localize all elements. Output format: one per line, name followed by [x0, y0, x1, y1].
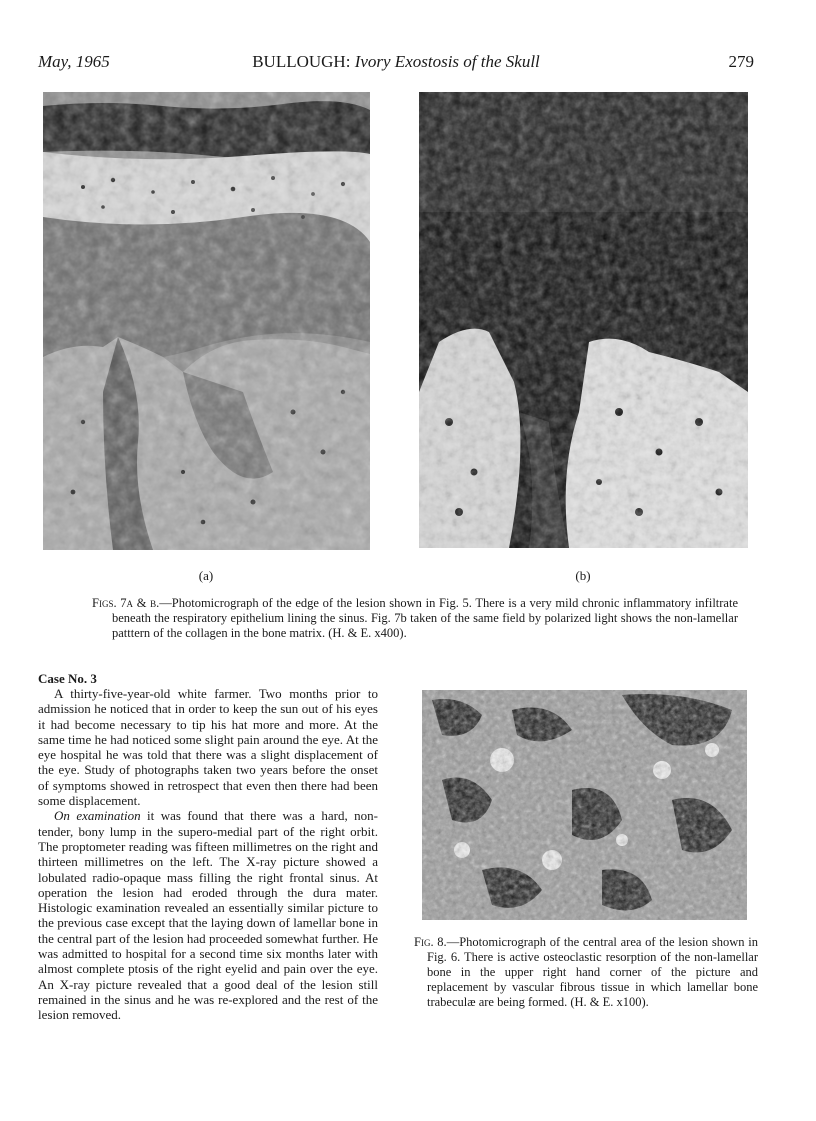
case-body	[38, 686, 378, 1023]
figure-7b-label: (b)	[575, 568, 591, 583]
case-paragraph-2	[38, 808, 378, 1022]
running-header	[38, 52, 754, 76]
page-number: 279	[728, 52, 754, 71]
figure-8-caption	[414, 935, 758, 1010]
figure-8-caption-text: —Photomicrograph of the central area of the lesion shown in Fig. 6. There is active osteoclastic resorption of the non-lamellar bone in the upper right hand corner of the picture and replacement by vascular fibrous tissue in which lamellar bone trabeculæ are being formed. (H. & E. x100).	[427, 935, 758, 1009]
case-paragraph-2-lead: On examination	[54, 808, 141, 824]
figure-8-photomicrograph	[422, 690, 747, 920]
case-paragraph-1: A thirty-five-year-old white farmer. Two months prior to admission he noticed that in order to keep the sun out of his eyes it had become necessary to tip his hat more and more. At the same time he had noticed some slight pain around the eye. At the eye hospital he was told that there was a slight displacement of the eye. Study of photographs taken two years before the onset of symptoms showed in retrospect that even then there had been some displacement.	[38, 686, 378, 809]
figure-7-caption-prefix: Figs. 7a & b.	[92, 596, 160, 610]
figure-7-caption	[92, 596, 738, 641]
figure-7-caption-text: —Photomicrograph of the edge of the lesion shown in Fig. 5. There is a very mild chronic inflammatory infiltrate beneath the respiratory epithelium lining the sinus. Fig. 7b taken of the same field by polarized light shows the non-lamellar patttern of the collagen in the bone matrix. (H. & E. x400).	[112, 596, 738, 640]
author-name: BULLOUGH:	[252, 52, 351, 71]
issue-date: May, 1965	[38, 52, 110, 71]
figure-8-caption-prefix: Fig. 8.	[414, 935, 447, 949]
case-heading: Case No. 3	[38, 671, 97, 686]
figure-7a-label: (a)	[198, 568, 214, 583]
running-title	[38, 52, 754, 72]
case-paragraph-2-text: it was found that there was a hard, non-tender, bony lump in the supero-medial part of the right orbit. The proptometer reading was fifteen millimetres on the right and thirteen millimetres on the left. The X-ray picture showed a lobulated radio-opaque mass filling the right frontal sinus. At operation the lesion had eroded through the dura mater. Histologic examination revealed an essentially similar picture to the previous case except that the laying down of lamellar bone in the central part of the lesion had proceeded somewhat further. He was admitted to hospital for a second time six months later with almost complete ptosis of the right eyelid and pain over the eye. An X-ray picture revealed that a good deal of the lesion still remained in the sinus and he was re-explored and the rest of the lesion removed.	[38, 808, 378, 1023]
article-title: Ivory Exostosis of the Skull	[354, 52, 540, 71]
figure-7b-polarized-photomicrograph	[419, 92, 748, 548]
figure-7a-photomicrograph	[43, 92, 370, 550]
